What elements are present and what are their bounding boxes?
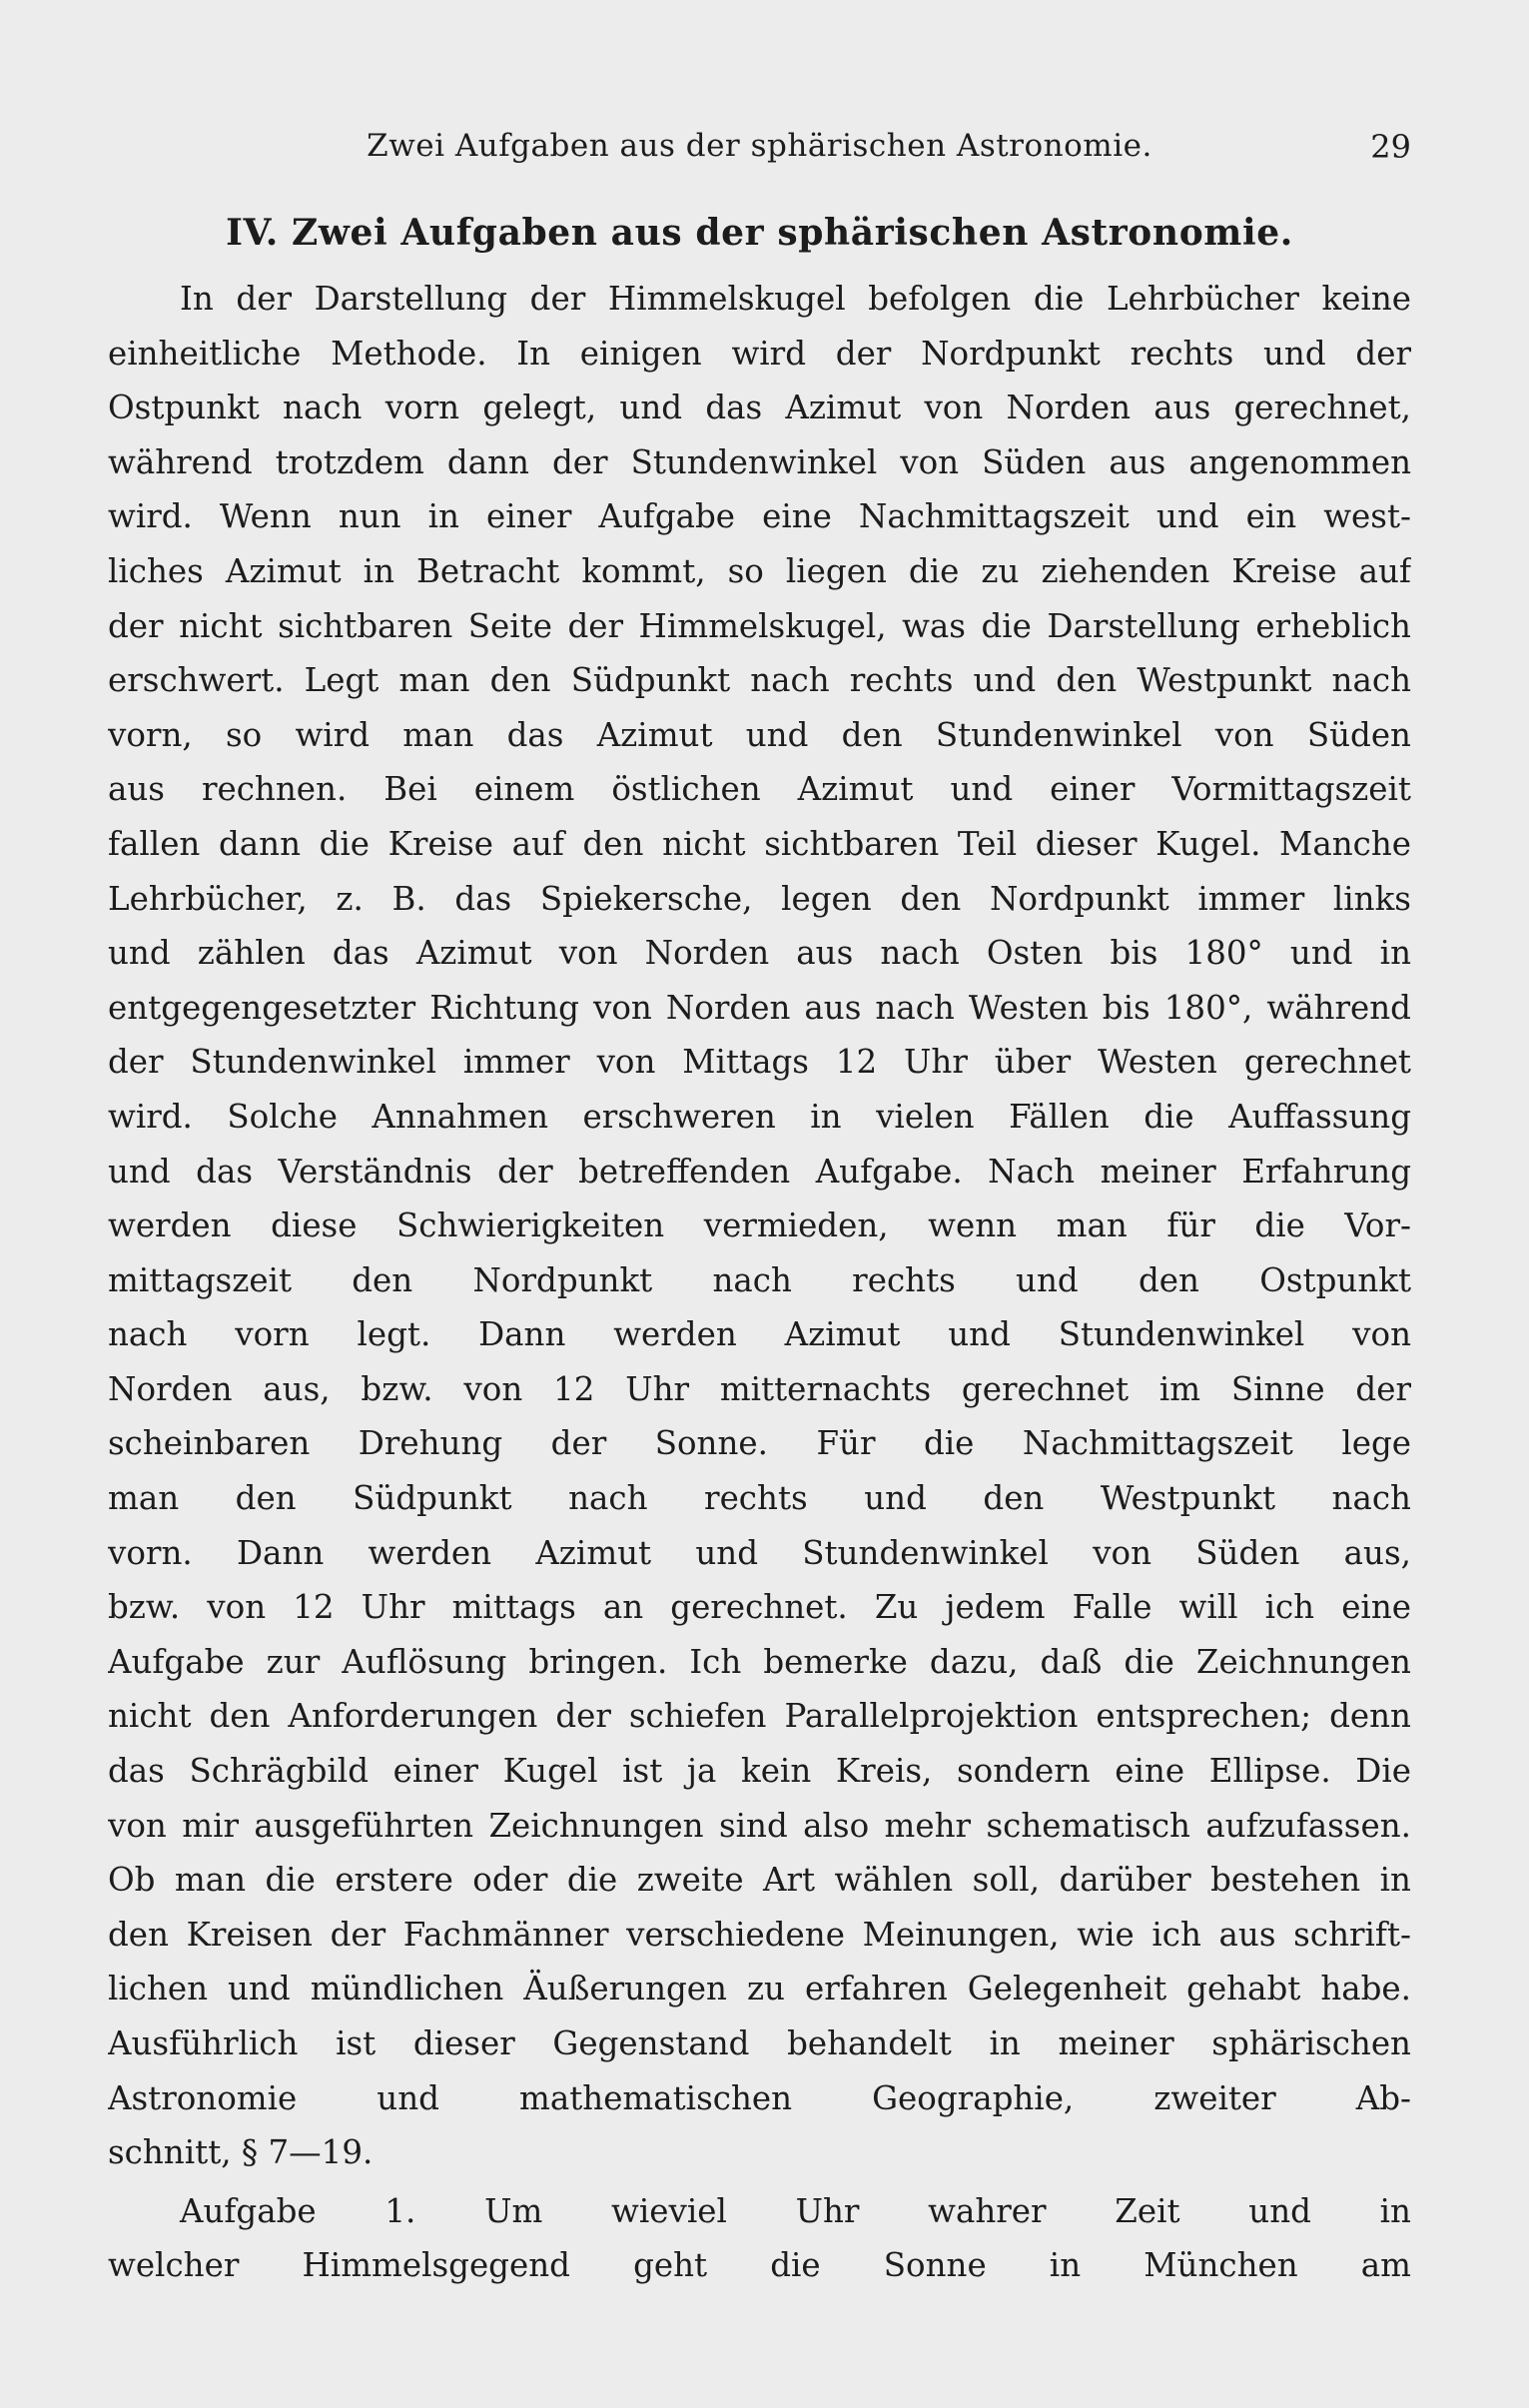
text-line: Ausführlich ist dieser Gegenstand behandelt in meiner sphärischen (108, 2024, 1411, 2062)
text-line: nicht den Anforderungen der schiefen Parallelprojektion entsprechen; denn (108, 1697, 1411, 1736)
text-line: Norden aus, bzw. von 12 Uhr mitternachts gerechnet im Sinne der (108, 1369, 1411, 1408)
text-line: schnitt, § 7—19. (108, 2133, 374, 2172)
text-line: liches Azimut in Betracht kommt, so liegen die zu ziehenden Kreise auf (108, 551, 1411, 590)
text-line: lichen und mündlichen Äußerungen zu erfahren Gelegenheit gehabt habe. (108, 1970, 1411, 2008)
text-line: erschwert. Legt man den Südpunkt nach rechts und den Westpunkt nach (108, 661, 1411, 700)
text-line: von mir ausgeführten Zeichnungen sind also mehr schematisch aufzufassen. (108, 1806, 1411, 1845)
running-head (108, 120, 1411, 170)
text-line: das Schrägbild einer Kugel ist ja kein Kreis, sondern eine Ellipse. Die (108, 1752, 1411, 1791)
paragraph-1 (108, 272, 1411, 2180)
page-number: 29 (1370, 128, 1411, 166)
section-heading: IV. Zwei Aufgaben aus der sphärischen Astronomie. (226, 212, 1293, 254)
running-head-title: Zwei Aufgaben aus der sphärischen Astronomie. (367, 128, 1152, 164)
text-line: werden diese Schwierigkeiten vermieden, wenn man für die Vor- (108, 1206, 1411, 1245)
text-line: Aufgabe 1. Um wieviel Uhr wahrer Zeit und in (180, 2191, 1411, 2230)
text-line: Aufgabe zur Auflösung bringen. Ich bemerke dazu, daß die Zeichnungen (108, 1642, 1411, 1681)
text-line: den Kreisen der Fachmänner verschiedene Meinungen, wie ich aus schrift- (108, 1915, 1411, 1954)
text-line: scheinbaren Drehung der Sonne. Für die Nachmittagszeit lege (108, 1424, 1411, 1463)
body-text (108, 272, 1411, 2293)
text-line: welcher Himmelsgegend geht die Sonne in München am (108, 2246, 1411, 2285)
text-line: man den Südpunkt nach rechts und den Westpunkt nach (108, 1479, 1411, 1518)
text-line: bzw. von 12 Uhr mittags an gerechnet. Zu jedem Falle will ich eine (108, 1588, 1411, 1627)
text-line: wird. Wenn nun in einer Aufgabe eine Nachmittagszeit und ein west- (108, 497, 1411, 536)
text-line: Lehrbücher, z. B. das Spiekersche, legen den Nordpunkt immer links (108, 879, 1411, 918)
text-line: fallen dann die Kreise auf den nicht sichtbaren Teil dieser Kugel. Manche (108, 824, 1411, 863)
text-line: nach vorn legt. Dann werden Azimut und Stundenwinkel von (108, 1315, 1411, 1354)
text-line: Astronomie und mathematischen Geographie, zweiter Ab- (108, 2078, 1411, 2117)
text-line: und zählen das Azimut von Norden aus nach Osten bis 180° und in (108, 934, 1411, 973)
text-line: mittagszeit den Nordpunkt nach rechts und den Ostpunkt (108, 1260, 1411, 1299)
text-line: der nicht sichtbaren Seite der Himmelskugel, was die Darstellung erheblich (108, 606, 1411, 645)
text-line: einheitliche Methode. In einigen wird der Nordpunkt rechts und der (108, 334, 1411, 373)
text-line: während trotzdem dann der Stundenwinkel von Süden aus angenommen (108, 442, 1411, 481)
text-line: entgegengesetzter Richtung von Norden aus nach Westen bis 180°, während (108, 988, 1411, 1027)
text-line: vorn. Dann werden Azimut und Stundenwinkel von Süden aus, (108, 1533, 1411, 1572)
text-line: wird. Solche Annahmen erschweren in vielen Fällen die Auffassung (108, 1097, 1411, 1136)
text-line: der Stundenwinkel immer von Mittags 12 Uhr über Westen gerechnet (108, 1043, 1411, 1082)
text-line: Ostpunkt nach vorn gelegt, und das Azimut von Norden aus gerechnet, (108, 389, 1411, 427)
text-line: Ob man die erstere oder die zweite Art wählen soll, darüber bestehen in (108, 1861, 1411, 1900)
paragraph-2 (108, 2184, 1411, 2293)
text-line: und das Verständnis der betreffenden Aufgabe. Nach meiner Erfahrung (108, 1152, 1411, 1191)
text-line: vorn, so wird man das Azimut und den Stundenwinkel von Süden (108, 715, 1411, 754)
text-line: aus rechnen. Bei einem östlichen Azimut und einer Vormittagszeit (108, 770, 1411, 809)
text-line: In der Darstellung der Himmelskugel befolgen die Lehrbücher keine (180, 280, 1411, 318)
